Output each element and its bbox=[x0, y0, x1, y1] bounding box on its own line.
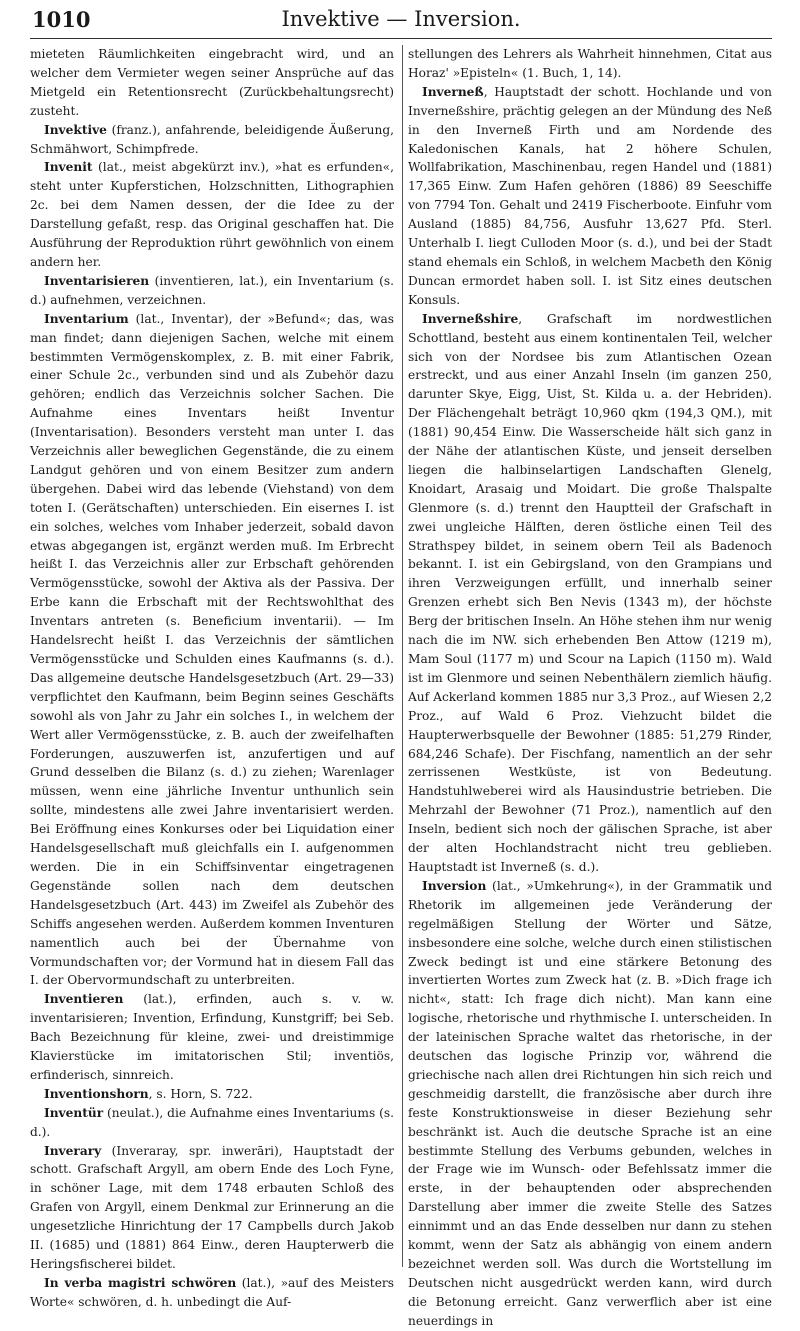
entry-headword: Inverary bbox=[44, 1143, 102, 1158]
entry-text: (Inveraray, spr. inwerāri), Hauptstadt der schott. Grafschaft Argyll, am obern Ende des Loch Fyne, in schöner Lage, mit dem 1748 erbauten Schloß des Grafen von Argyll, einem Denkmal zur Erinnerung an die ungesetzliche Hinrichtung der 17 Campbells durch Jakob II. (1685) und (1881) 864 Einw., deren Haupterwerb die Heringsfischerei bildet. bbox=[30, 1143, 394, 1271]
entry-headword: Inventarium bbox=[44, 311, 129, 326]
entry-text: , Grafschaft im nordwestlichen Schottland, besteht aus einem kontinentalen Teil, welcher sich von der Nordsee bis zum Atlantischen Ozean erstreckt, und aus einer Anzahl Inseln (im ganzen 250, darunter Skye, Eigg, Uist, St. Kilda u. a. der Hebriden). Der Flächengehalt beträgt 10,960 qkm (194,3 QM.), mit (1881) 90,454 Einw. Die Wasserscheide hält sich ganz in der Nähe der atlantischen Küste, und jenseit derselben liegen die halbinselartigen Landschaften Glenelg, Knoidart, Arasaig und Moidart. Die große Thalspalte Glenmore (s. d.) trennt den Hauptteil der Grafschaft in zwei ungleiche Hälften, deren östliche einen Teil des Strathspey bildet, in seinem obern Teil als Badenoch bekannt. I. ist ein Gebirgsland, von den Grampians und ihren Verzweigungen erfüllt, und innerhalb seiner Grenzen erhebt sich Ben Nevis (1343 m), der höchste Berg der britischen Inseln. An Höhe stehen ihm nur wenig nach die im NW. sich erhebenden Ben Attow (1219 m), Mam Soul (1177 m) und Scour na Lapich (1150 m). Wald ist im Glenmore und seinen Nebenthälern ziemlich häufig. Auf Ackerland kommen 1885 nur 3,3 Proz., auf Wiesen 2,2 Proz., auf Wald 6 Proz. Viehzucht bildet die Haupterwerbsquelle der Bewohner (1885: 51,279 Rinder, 684,246 Schafe). Der Fischfang, namentlich an der sehr zerrissenen Westküste, ist von Bedeutung. Handstuhlweberei wird als Hausindustrie betrieben. Die Mehrzahl der Bewohner (71 Proz.), namentlich auf den Inseln, bedient sich noch der gälischen Sprache, ist aber der alten Hochlandstracht nicht treu geblieben. Hauptstadt ist Inverneß (s. d.). bbox=[408, 311, 772, 874]
entry-text: (lat.), erfinden, auch s. v. w. inventarisieren; Invention, Erfindung, Kunstgriff; bei Seb. Bach Bezeichnung für kleine, zwei- und dreistimmige Klavierstücke im imitatorischen Stil; inventiös, erfinderisch, sinnreich. bbox=[30, 992, 394, 1082]
dictionary-entry bbox=[30, 990, 394, 1085]
dictionary-entry bbox=[30, 1085, 394, 1104]
entry-text: (lat., meist abgekürzt inv.), »hat es erfunden«, steht unter Kupferstichen, Holzschnitten, Lithographien 2c. bei dem Namen dessen, der die Idee zu der Darstellung gefaßt, resp. das Original geschaffen hat. Die Ausführung der Reproduktion rührt gewöhnlich von einem andern her. bbox=[30, 160, 394, 269]
entry-text: , Hauptstadt der schott. Hochlande und von Inverneßshire, prächtig gelegen an der Mündung des Neß in den Inverneß Firth und am Nordende des Kaledonischen Kanals, hat 2 höhere Schulen, Wollfabrikation, Maschinenbau, regen Handel und (1881) 17,365 Einw. Zum Hafen gehören (1886) 89 Seeschiffe von 7794 Ton. Gehalt und 2419 Fischerboote. Einfuhr vom Ausland (1885) 84,756, Ausfuhr 13,627 Pfd. Sterl. Unterhalb I. liegt Culloden Moor (s. d.), und bei der Stadt stand ehemals ein Schloß, in welchem Macbeth den König Duncan ermordet haben soll. I. ist Sitz eines deutschen Konsuls. bbox=[408, 84, 772, 307]
text-columns bbox=[30, 45, 772, 1328]
page-header bbox=[30, 4, 772, 39]
left-column bbox=[30, 45, 394, 1309]
dictionary-entry bbox=[30, 1104, 394, 1142]
entry-text: (lat., »Umkehrung«), in der Grammatik und Rhetorik im allgemeinen jede Veränderung der regelmäßigen Stellung der Wörter und Sätze, insbesondere eine solche, welche durch einen stilistischen Zweck bedingt ist und eine stärkere Betonung des invertierten Wortes zum Zweck hat (z. B. »Dich frage ich nicht«, statt: Ich frage dich nicht). Man kann eine logische, rhetorische und rhythmische I. unterscheiden. In der lateinischen Sprache waltet das rhetorische, in der deutschen das logische Prinzip vor, während die griechische nach allen drei Richtungen hin sich reich und geschmeidig darstellt, die französische aber durch ihre feste Konstruktionsweise in dieser Beziehung sehr beschränkt ist. Auch die deutsche Sprache ist an eine bestimmte Stellung des Verbums gebunden, welches in der Frage wie im Wunsch- oder Befehlssatz immer die erste, in der behauptenden oder absprechenden Darstellung aber immer die zweite Stelle des Satzes einnimmt und an das Ende desselben nur dann zu stehen kommt, wenn der Satz als abhängig von einem andern bezeichnet werden soll. Was durch die Wortstellung im Deutschen nicht ausgedrückt werden kann, wird durch die Betonung erreicht. Ganz verwerflich aber ist eine neuerdings in bbox=[408, 878, 772, 1328]
dictionary-entry bbox=[408, 310, 772, 877]
running-head: Invektive — Inversion. bbox=[281, 7, 521, 31]
dictionary-entry bbox=[30, 272, 394, 310]
dictionary-entry bbox=[30, 45, 394, 121]
entry-text: mieteten Räumlichkeiten eingebracht wird, und an welcher dem Vermieter wegen seiner Ansprüche auf das Mietgeld ein Retentionsrecht (Zurückbehaltungsrecht) zusteht. bbox=[30, 47, 394, 118]
entry-text: (lat., Inventar), der »Befund«; das, was man findet; dann diejenigen Sachen, welche mit einem bestimmten Vermögenskomplex, z. B. mit einer Fabrik, einer Schule 2c., verbunden sind und als Zubehör dazu gehören; endlich das Verzeichnis solcher Sachen. Die Aufnahme eines Inventars heißt Inventur (Inventarisation). Besonders versteht man unter I. das Verzeichnis aller beweglichen Gegenstände, die zu einem Landgut gehören und von einem Besitzer zum andern übergehen. Dabei wird das lebende (Viehstand) von dem toten I. (Gerätschaften) unterschieden. Ein eisernes I. ist ein solches, welches vom Inhaber jederzeit, sobald davon etwas abgegangen ist, ergänzt werden muß. Im Erbrecht heißt I. das Verzeichnis aller zur Erbschaft gehörenden Vermögensstücke, sowohl der Aktiva als der Passiva. Der Erbe kann die Erbschaft mit der Rechtswohlthat des Inventars antreten (s. Beneficium inventarii). — Im Handelsrecht heißt I. das Verzeichnis der sämtlichen Vermögensstücke und Schulden eines Kaufmanns (s. d.). Das allgemeine deutsche Handelsgesetzbuch (Art. 29—33) verpflichtet den Kaufmann, beim Beginn seines Geschäfts sowohl als von Jahr zu Jahr ein solches I., in welchem der Wert aller Vermögensstücke, z. B. auch der zweifelhaften Forderungen, auszuwerfen ist, anzufertigen und auf Grund desselben die Bilanz (s. d.) zu ziehen; Warenlager müssen, wenn eine jährliche Inventur unthunlich sein sollte, mindestens alle zwei Jahre inventarisiert werden. Bei Eröffnung eines Konkurses oder bei Liquidation einer Handelsgesellschaft muß gleichfalls ein I. aufgenommen werden. Die in ein Schiffsinventar eingetragenen Gegenstände sollen nach dem deutschen Handelsgesetzbuch (Art. 443) im Zweifel als Zubehör des Schiffs angesehen werden. Außerdem kommen Inventuren namentlich auch bei der Übernahme von Vormundschaften vor; der Vormund hat in diesem Fall das I. der Obervormundschaft zu unterbreiten. bbox=[30, 311, 394, 988]
entry-headword: Inverneßshire bbox=[422, 311, 519, 326]
dictionary-entry bbox=[30, 1274, 394, 1312]
entry-text: (neulat.), die Aufnahme eines Inventariums (s. d.). bbox=[30, 1105, 394, 1139]
entry-headword: Invektive bbox=[44, 122, 107, 137]
entry-headword: In verba magistri schwören bbox=[44, 1275, 237, 1290]
right-column bbox=[408, 45, 772, 1328]
entry-headword: Inverneß bbox=[422, 84, 484, 99]
dictionary-entry bbox=[408, 45, 772, 83]
entry-headword: Inventür bbox=[44, 1105, 104, 1120]
entry-headword: Invenit bbox=[44, 160, 93, 175]
entry-text: , s. Horn, S. 722. bbox=[148, 1086, 253, 1101]
dictionary-entry bbox=[30, 121, 394, 159]
dictionary-entry bbox=[30, 158, 394, 271]
entry-text: (inventieren, lat.), ein Inventarium (s. d.) aufnehmen, verzeichnen. bbox=[30, 273, 394, 307]
entry-headword: Inventieren bbox=[44, 992, 124, 1007]
entry-text: stellungen des Lehrers als Wahrheit hinnehmen, Citat aus Horaz' »Episteln« (1. Buch, 1, 14). bbox=[408, 47, 772, 80]
entry-headword: Inversion bbox=[422, 878, 487, 893]
page-number: 1010 bbox=[32, 7, 91, 32]
entry-headword: Inventarisieren bbox=[44, 273, 150, 288]
entry-text: (franz.), anfahrende, beleidigende Äußerung, Schmähwort, Schimpfrede. bbox=[30, 122, 394, 156]
dictionary-entry bbox=[408, 877, 772, 1331]
entry-headword: Inventionshorn bbox=[44, 1086, 149, 1101]
dictionary-entry bbox=[408, 83, 772, 310]
entry-text: (lat.), »auf des Meisters Worte« schwören, d. h. unbedingt die Auf- bbox=[30, 1275, 394, 1309]
dictionary-entry bbox=[30, 310, 394, 991]
dictionary-entry bbox=[30, 1142, 394, 1274]
column-divider bbox=[402, 45, 403, 1267]
